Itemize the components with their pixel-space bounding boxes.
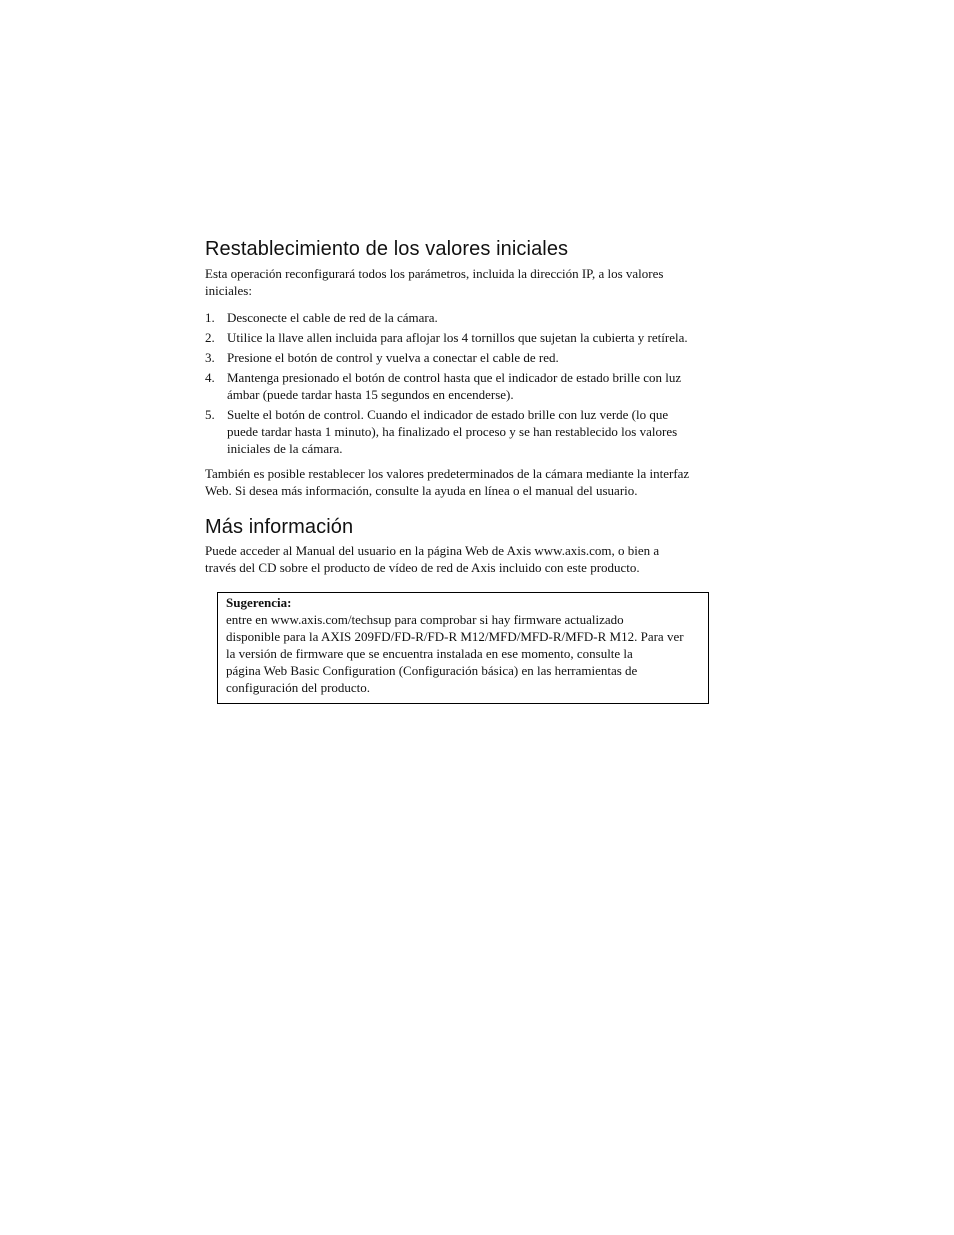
tip-title: Sugerencia: <box>226 595 292 610</box>
tip-line: disponible para la AXIS 209FD/FD-R/FD-R M12/MFD/MFD-R/MFD-R M12. Para ver <box>226 629 684 644</box>
more-info-line: través del CD sobre el producto de vídeo de red de Axis incluido con este producto. <box>205 560 640 575</box>
step-text: puede tardar hasta 1 minuto), ha finalizado el proceso y se han restablecido los valores <box>227 424 678 439</box>
step-text: Presione el botón de control y vuelva a conectar el cable de red. <box>227 350 559 365</box>
reset-intro-line: iniciales: <box>205 283 252 298</box>
step-text: Suelte el botón de control. Cuando el indicador de estado brille con luz verde (lo que <box>227 407 669 422</box>
heading-more-info: Más información <box>205 516 354 538</box>
step-text: Utilice la llave allen incluida para aflojar los 4 tornillos que sujetan la cubierta y retírela. <box>227 330 688 345</box>
tip-line: configuración del producto. <box>226 680 371 695</box>
tip-text <box>226 611 700 696</box>
list-item <box>205 406 753 457</box>
step-text: iniciales de la cámara. <box>227 441 343 456</box>
step-number: 5. <box>205 407 215 422</box>
tip-line: la versión de firmware que se encuentra instalada en ese momento, consulte la <box>226 646 633 661</box>
tip-line: página Web Basic Configuration (Configuración básica) en las herramientas de <box>226 663 638 678</box>
step-number: 4. <box>205 370 215 385</box>
list-item <box>205 349 753 366</box>
step-text: Desconecte el cable de red de la cámara. <box>227 310 438 325</box>
list-item <box>205 369 753 403</box>
reset-intro <box>205 265 753 299</box>
step-text: Mantenga presionado el botón de control hasta que el indicador de estado brille con luz <box>227 370 682 385</box>
heading-reset: Restablecimiento de los valores iniciales <box>205 238 569 260</box>
step-number: 2. <box>205 330 215 345</box>
list-item <box>205 329 753 346</box>
document-body <box>205 234 753 704</box>
list-item <box>205 309 753 326</box>
reset-outro-line: Web. Si desea más información, consulte la ayuda en línea o el manual del usuario. <box>205 483 638 498</box>
step-number: 3. <box>205 350 215 365</box>
reset-outro-line: También es posible restablecer los valores predeterminados de la cámara mediante la interfaz <box>205 466 690 481</box>
reset-intro-line: Esta operación reconfigurará todos los parámetros, incluida la dirección IP, a los valores <box>205 266 664 281</box>
step-number: 1. <box>205 310 215 325</box>
tip-line: entre en www.axis.com/techsup para comprobar si hay firmware actualizado <box>226 612 624 627</box>
reset-outro <box>205 465 753 499</box>
more-info-line: Puede acceder al Manual del usuario en la página Web de Axis www.axis.com, o bien a <box>205 543 660 558</box>
more-info-body <box>205 542 753 576</box>
step-text: ámbar (puede tardar hasta 15 segundos en encenderse). <box>227 387 514 402</box>
reset-steps-list <box>205 309 753 457</box>
tip-box <box>217 592 709 704</box>
